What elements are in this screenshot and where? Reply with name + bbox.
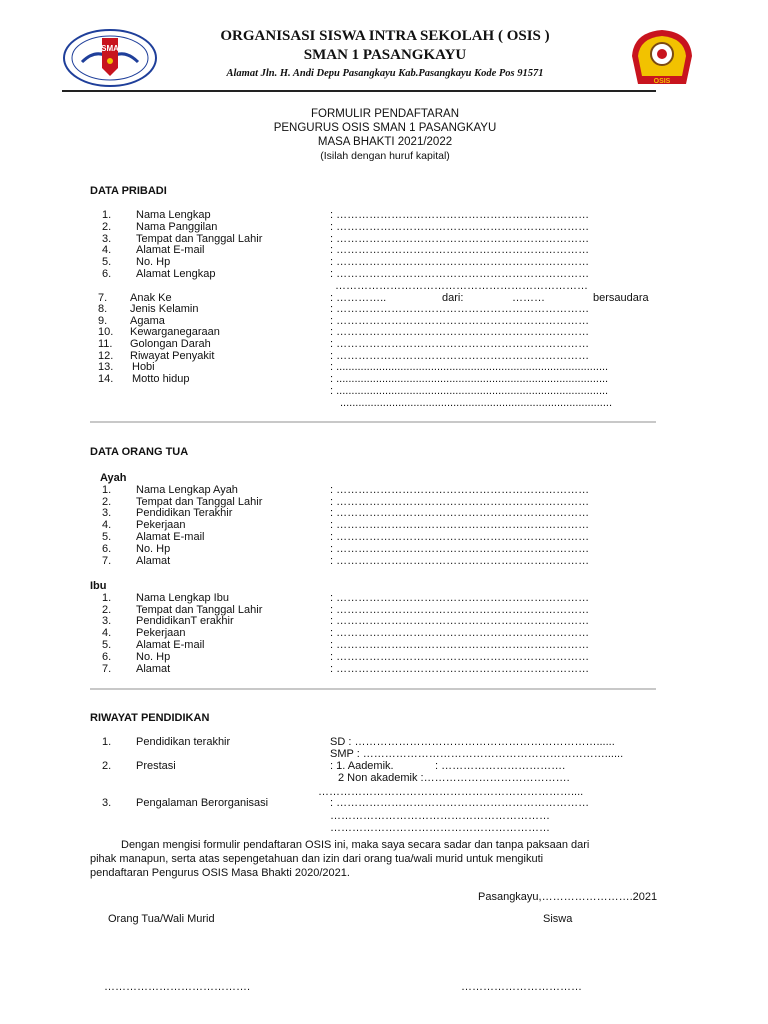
list-item: 9. Agama : …………………………………………………………… xyxy=(98,315,590,327)
fill-field[interactable]: : ………….. xyxy=(330,292,387,304)
list-item: 2. Nama Panggilan : …………………………………………………………… xyxy=(102,221,590,233)
org-name: ORGANISASI SISWA INTRA SEKOLAH ( OSIS ) xyxy=(220,28,550,44)
fill-field[interactable]: 2 Non akademik :…………………………………. xyxy=(338,772,570,784)
list-item: 4. Alamat E-mail : …………………………………………………………… xyxy=(102,244,590,256)
fill-field[interactable]: : …………………………………………………………… xyxy=(330,507,590,519)
fill-field[interactable]: : …………………………………………………………… xyxy=(330,233,590,245)
list-item: 5. No. Hp : …………………………………………………………… xyxy=(102,256,590,268)
list-item: 6. No. Hp : …………………………………………………………… xyxy=(102,651,590,663)
fill-field[interactable]: : …………………………………………………………… xyxy=(330,519,590,531)
fill-field[interactable]: ......................................................................................... xyxy=(340,397,612,409)
list-item xyxy=(90,385,670,397)
fill-field[interactable]: …………………………………………………… xyxy=(330,822,550,834)
list-item: 4. Pekerjaan : …………………………………………………………… xyxy=(102,519,590,531)
list-item: 3. Pendidikan Terakhir : …………………………………………………………… xyxy=(102,507,590,519)
list-item: 4. Pekerjaan : …………………………………………………………… xyxy=(102,627,590,639)
list-item: 12. Riwayat Penyakit : …………………………………………………………… xyxy=(98,350,590,362)
fill-field[interactable]: : …………………………………………………………… xyxy=(330,221,590,233)
section-data-orang-tua: DATA ORANG TUA xyxy=(90,446,189,458)
fill-field[interactable]: : …………………………………………………………… xyxy=(330,651,590,663)
list-item: 3. Tempat dan Tanggal Lahir : …………………………………………………………… xyxy=(102,233,590,245)
fill-field[interactable]: : …………………………………………………………… xyxy=(330,315,590,327)
fill-field[interactable]: : …………………………………………………………… xyxy=(330,350,590,362)
list-item: 1. Nama Lengkap Ayah : …………………………………………………………… xyxy=(102,484,590,496)
place-date: Pasangkayu,…………………….2021 xyxy=(478,891,658,903)
list-item: 1. Pendidikan terakhir SD : …………………………………………………………...... xyxy=(102,736,615,748)
school-logo-text: SMA xyxy=(101,44,119,53)
student-signature-label: Siswa xyxy=(543,913,573,925)
fill-field[interactable]: ……… xyxy=(512,292,545,304)
list-item xyxy=(90,748,670,760)
ibu-heading: Ibu xyxy=(90,580,107,592)
section-riwayat-pendidikan: RIWAYAT PENDIDIKAN xyxy=(90,712,210,724)
fill-field[interactable]: : …………………………………………………………… xyxy=(330,326,590,338)
list-item xyxy=(90,772,670,784)
list-item: 2. Prestasi : 1. Aademik. : ……………………………. xyxy=(102,760,566,772)
school-address: Alamat Jln. H. Andi Depu Pasangkayu Kab.Pasangkayu Kode Pos 91571 xyxy=(226,68,544,79)
list-item: 5. Alamat E-mail : …………………………………………………………… xyxy=(102,639,590,651)
fill-field[interactable]: : …………………………………………………………… xyxy=(330,627,590,639)
form-subtitle: PENGURUS OSIS SMAN 1 PASANGKAYU xyxy=(273,122,497,134)
osis-logo xyxy=(626,26,698,90)
statement-line: Dengan mengisi formulir pendaftaran OSIS ini, maka saya secara sadar dan tanpa paksaan dari xyxy=(121,839,590,851)
fill-field[interactable]: : ……………………………. xyxy=(435,760,566,772)
list-item: 11. Golongan Darah : …………………………………………………………… xyxy=(98,338,590,350)
form-period: MASA BHAKTI 2021/2022 xyxy=(317,136,453,148)
form-title: FORMULIR PENDAFTARAN xyxy=(310,108,460,120)
list-item: 13. Hobi : ......................................................................................... xyxy=(98,361,609,373)
list-item: 8. Jenis Kelamin : …………………………………………………………… xyxy=(98,303,590,315)
fill-field[interactable]: : …………………………………………………………… xyxy=(330,555,590,567)
parent-signature-label: Orang Tua/Wali Murid xyxy=(108,913,215,925)
fill-field[interactable]: : …………………………………………………………… xyxy=(330,209,590,221)
fill-field[interactable]: : …………………………………………………………… xyxy=(330,604,590,616)
list-item: 6. No. Hp : …………………………………………………………… xyxy=(102,543,590,555)
list-item xyxy=(90,810,670,822)
list-item: 3. PendidikanT erakhir : …………………………………………………………… xyxy=(102,615,590,627)
fill-field[interactable]: : …………………………………………………………… xyxy=(330,256,590,268)
list-item: 7. Alamat : …………………………………………………………… xyxy=(102,663,590,675)
list-item xyxy=(90,397,670,409)
fill-field[interactable]: : …………………………………………………………… xyxy=(330,592,590,604)
list-item: 2. Tempat dan Tanggal Lahir : …………………………………………………………… xyxy=(102,604,590,616)
fill-field[interactable]: : …………………………………………………………… xyxy=(330,303,590,315)
fill-field[interactable]: : …………………………………………………………… xyxy=(330,244,590,256)
list-item: 10. Kewarganegaraan : …………………………………………………………… xyxy=(98,326,590,338)
fill-field[interactable]: SMP : …………………………………………………………...... xyxy=(330,748,624,760)
list-item: 2. Tempat dan Tanggal Lahir : …………………………………………………………… xyxy=(102,496,590,508)
fill-field[interactable]: : ......................................................................................... xyxy=(330,373,609,385)
divider xyxy=(90,688,656,690)
list-item: 7. Alamat : …………………………………………………………… xyxy=(102,555,590,567)
school-name: SMAN 1 PASANGKAYU xyxy=(303,47,467,63)
fill-field[interactable]: : …………………………………………………………… xyxy=(330,268,590,280)
fill-field[interactable]: : …………………………………………………………… xyxy=(330,496,590,508)
fill-field[interactable]: SD : …………………………………………………………...... xyxy=(330,736,615,748)
ayah-heading: Ayah xyxy=(100,472,127,484)
fill-field[interactable]: : …………………………………………………………… xyxy=(330,531,590,543)
parent-signature-line[interactable]: …………………………………. xyxy=(104,981,251,993)
divider xyxy=(90,421,656,423)
fill-field[interactable]: : …………………………………………………………… xyxy=(330,484,590,496)
fill-field[interactable]: : …………………………………………………………… xyxy=(330,615,590,627)
student-signature-line[interactable]: …………………………… xyxy=(461,981,582,993)
statement-line: pihak manapun, serta atas sepengetahuan dan izin dari orang tua/wali murid untuk mengikuti xyxy=(90,853,544,865)
school-logo xyxy=(62,28,158,88)
fill-field[interactable]: : …………………………………………………………… xyxy=(330,639,590,651)
fill-field[interactable]: : …………………………………………………………… xyxy=(330,797,590,809)
list-item: 3. Pengalaman Berorganisasi : …………………………………………………………… xyxy=(102,797,590,809)
fill-field[interactable]: : …………………………………………………………… xyxy=(330,543,590,555)
list-item xyxy=(90,822,670,834)
list-item: 1. Nama Lengkap : …………………………………………………………… xyxy=(102,209,590,221)
fill-field[interactable]: : ......................................................................................... xyxy=(330,385,609,397)
section-data-pribadi: DATA PRIBADI xyxy=(90,185,167,197)
fill-field[interactable]: : …………………………………………………………… xyxy=(330,663,590,675)
form-note: (Isilah dengan huruf kapital) xyxy=(320,150,450,162)
fill-field[interactable]: …………………………………………………………….... xyxy=(318,786,584,798)
fill-field[interactable]: : …………………………………………………………… xyxy=(330,338,590,350)
list-item xyxy=(90,280,670,292)
fill-field[interactable]: …………………………………………………… xyxy=(330,810,550,822)
fill-field[interactable]: : ......................................................................................... xyxy=(330,361,609,373)
statement-line: pendaftaran Pengurus OSIS Masa Bhakti 2020/2021. xyxy=(90,867,350,879)
list-item: 6. Alamat Lengkap : …………………………………………………………… xyxy=(102,268,590,280)
list-item: 5. Alamat E-mail : …………………………………………………………… xyxy=(102,531,590,543)
list-item: 1. Nama Lengkap Ibu : …………………………………………………………… xyxy=(102,592,590,604)
list-item: 7. Anak Ke : ………….. dari: ……… bersaudara xyxy=(98,292,649,304)
osis-logo-text: OSIS xyxy=(653,78,671,85)
header-divider xyxy=(62,90,656,92)
list-item: 14. Motto hidup : ......................................................................................... xyxy=(98,373,609,385)
fill-field[interactable]: …………………………………………………………… xyxy=(335,280,588,292)
